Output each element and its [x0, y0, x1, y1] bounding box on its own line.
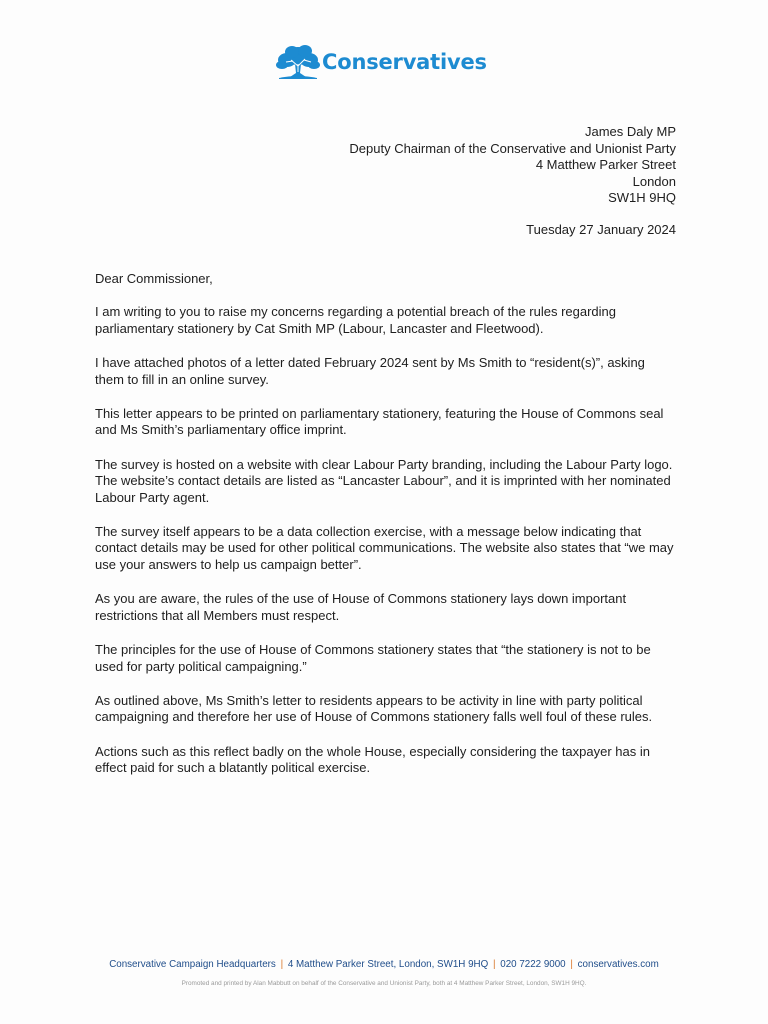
- sender-postcode: SW1H 9HQ: [608, 190, 676, 206]
- paragraph: Actions such as this reflect badly on the whole House, especially considering the taxpayer has in effect paid for such a blatantly political exercise.: [95, 743, 650, 776]
- sender-address-block: [349, 124, 676, 207]
- paragraph: The principles for the use of House of Commons stationery states that “the stationery is not to be used for party political campaigning.”: [95, 642, 651, 674]
- footer-address: 4 Matthew Parker Street, London, SW1H 9HQ: [287, 959, 489, 970]
- paragraph: I am writing to you to raise my concerns regarding a potential breach of the rules regarding parliamentary stationery by Cat Smith MP (Labour, Lancaster and Fleetwood).: [95, 304, 616, 336]
- paragraph: As you are aware, the rules of the use of House of Commons stationery lays down important restrictions that all Members must respect.: [95, 591, 627, 623]
- paragraph: The survey itself appears to be a data collection exercise, with a message below indicating that contact details may be used for other political communications. The website also states that “we may use your answers to help us campaign better”.: [95, 524, 674, 572]
- letter-date: Tuesday 27 January 2024: [526, 222, 676, 237]
- footer-separator: |: [492, 959, 496, 970]
- letter-body: [95, 271, 677, 795]
- salutation: Dear Commissioner,: [95, 271, 213, 286]
- logo-wordmark: Conservatives: [322, 50, 487, 74]
- sender-city: London: [632, 173, 676, 189]
- paragraph: This letter appears to be printed on parliamentary stationery, featuring the House of Commons seal and Ms Smith’s parliamentary office imprint.: [95, 406, 664, 438]
- sender-street: 4 Matthew Parker Street: [535, 157, 676, 173]
- paragraph: As outlined above, Ms Smith’s letter to residents appears to be activity in line with party political campaigning and therefore her use of House of Commons stationery falls well foul of these rules.: [95, 692, 653, 725]
- footer-org: Conservative Campaign Headquarters: [109, 959, 276, 970]
- paragraph: I have attached photos of a letter dated February 2024 sent by Ms Smith to “resident(s)”, asking them to fill in an online survey.: [95, 355, 645, 387]
- footer-separator: |: [280, 959, 284, 970]
- footer-contact-line: [0, 959, 768, 970]
- sender-title: Deputy Chairman of the Conservative and Unionist Party: [349, 140, 676, 156]
- sender-name: James Daly MP: [584, 124, 676, 139]
- footer-imprint: Promoted and printed by Alan Mabbutt on behalf of the Conservative and Unionist Party, both at 4 Matthew Parker Street, London, SW1H 9HQ.: [181, 980, 587, 987]
- footer-phone: 020 7222 9000: [500, 959, 566, 970]
- paragraph: The survey is hosted on a website with clear Labour Party branding, including the Labour Party logo. The website’s contact details are listed as “Lancaster Labour”, and it is imprinted with her nominated Labour Party agent.: [95, 456, 673, 505]
- oak-tree-icon: [276, 44, 320, 80]
- footer-separator: |: [570, 959, 573, 970]
- footer-website: conservatives.com: [577, 959, 659, 970]
- conservatives-logo: [276, 44, 487, 80]
